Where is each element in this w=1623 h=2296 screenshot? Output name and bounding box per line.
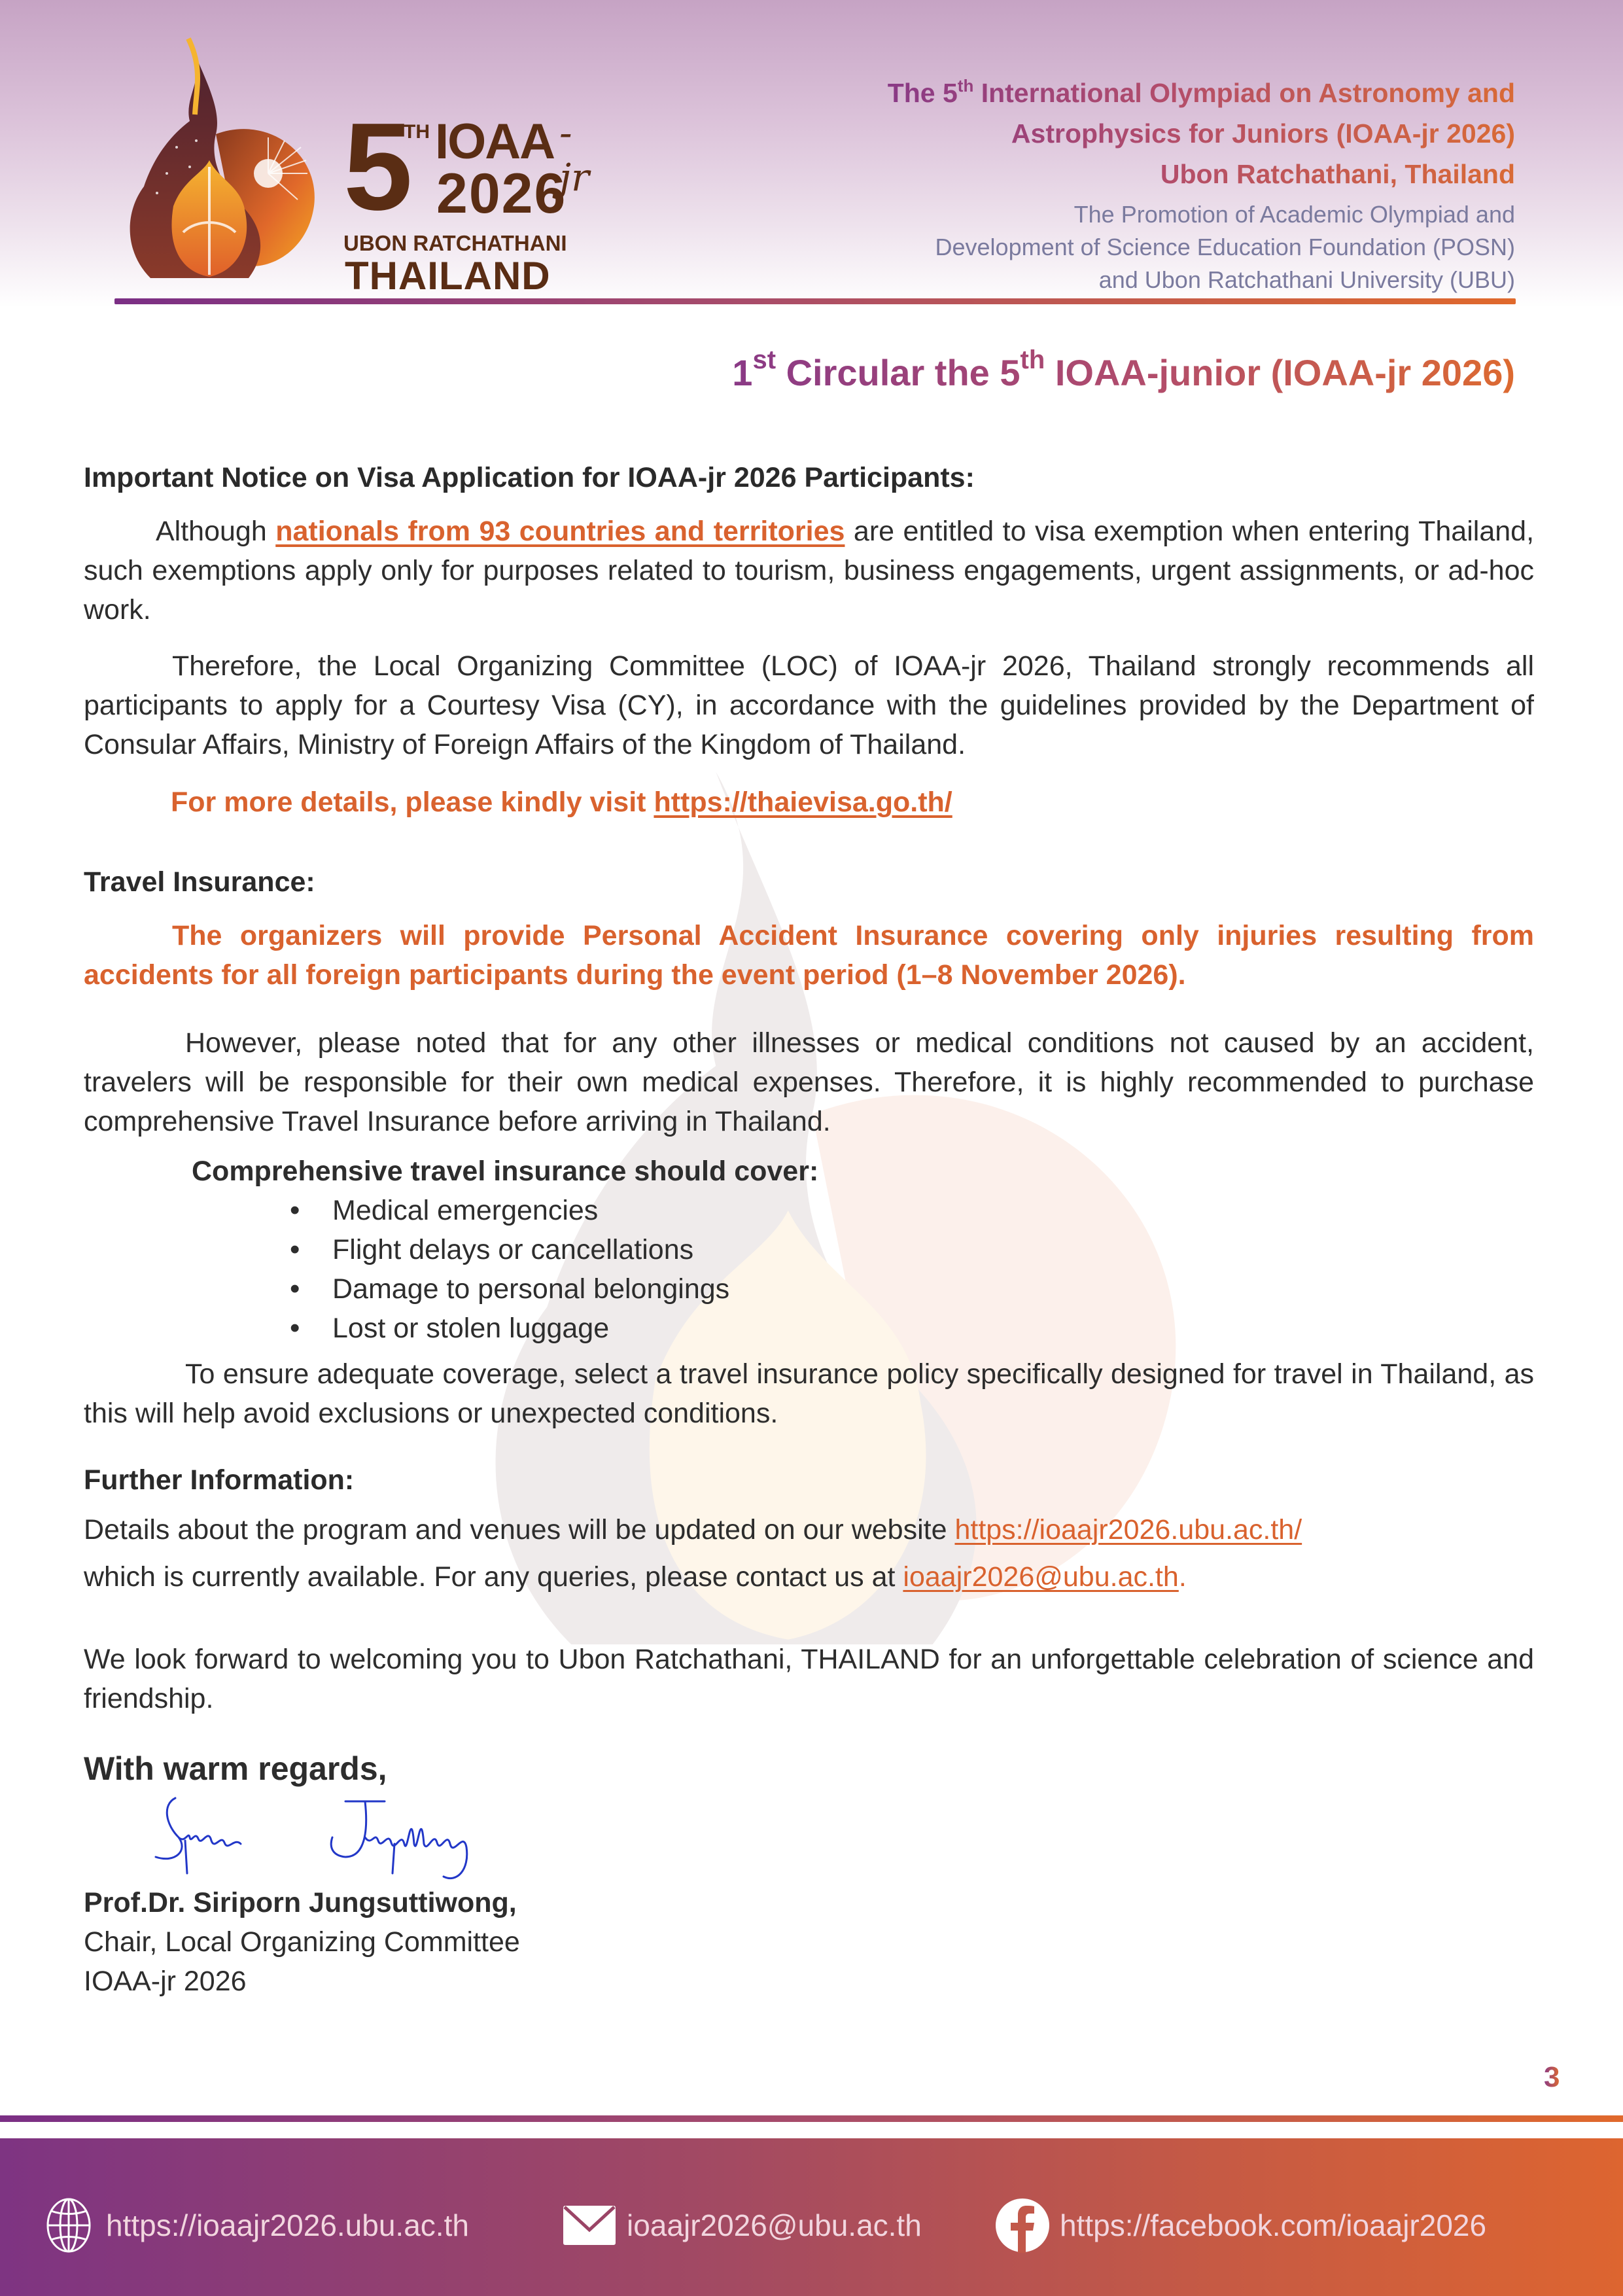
header-divider [114, 298, 1516, 304]
thaievisa-link[interactable]: https://thaievisa.go.th/ [654, 786, 952, 818]
logo-year: 2026 [436, 162, 567, 225]
organizer-line: and Ubon Ratchathani University (UBU) [1098, 266, 1515, 293]
organizer-line: The Promotion of Academic Olympiad and [1073, 201, 1515, 228]
email-link[interactable]: ioaajr2026@ubu.ac.th [903, 1561, 1179, 1593]
further-info-text: Details about the program and venues will be updated on our website https://ioaajr2026.ubu.ac.th/ which is currently available. For any queries, please contact us at ioaajr2026@ubu.ac.th. [84, 1514, 1302, 1593]
coverage-item: • Medical emergencies [332, 1191, 1534, 1230]
coverage-item: • Damage to personal belongings [332, 1269, 1534, 1309]
signer-organization: IOAA-jr 2026 [84, 1966, 247, 1997]
insurance-paragraph-2: To ensure adequate coverage, select a travel insurance policy specifically designed for travel in Thailand, as this will help avoid exclusions or unexpected conditions. [84, 1358, 1534, 1429]
letter-body [84, 458, 1534, 2001]
visa-heading: Important Notice on Visa Application for IOAA-jr 2026 Participants: [84, 462, 975, 493]
logo-junior-mark: -jr [559, 111, 589, 200]
footer-bar [0, 2138, 1623, 2296]
coverage-item: • Lost or stolen luggage [332, 1309, 1534, 1348]
visa-paragraph-1: Although nationals from 93 countries and territories are entitled to visa exemption when entering Thailand, such exemptions apply only for purposes related to tourism, business engagements, urgent assignments, or ad-hoc work. [84, 516, 1535, 626]
logo-city: UBON RATCHATHANI [343, 231, 567, 255]
handwritten-signature-icon [149, 1792, 620, 1890]
globe-icon [41, 2197, 97, 2253]
envelope-icon [561, 2197, 618, 2253]
footer-email-text: ioaajr2026@ubu.ac.th [627, 2208, 922, 2242]
footer-email-link[interactable] [561, 2197, 922, 2253]
visa-paragraph-2: Therefore, the Local Organizing Committee (LOC) of IOAA-jr 2026, Thailand strongly recommends all participants to apply for a Courtesy Visa (CY), in accordance with the guidelines provided by the Department of Consular Affairs, Ministry of Foreign Affairs of the Kingdom of Thailand. [84, 650, 1534, 760]
coverage-list-heading: Comprehensive travel insurance should cover: [192, 1156, 819, 1187]
further-info-heading: Further Information: [84, 1464, 355, 1496]
event-title-line-1: The 5th International Olympiad on Astronomy and [888, 65, 1515, 113]
event-location: Ubon Ratchathani, Thailand [888, 154, 1515, 194]
coverage-list [84, 1191, 1534, 1348]
visa-more-details: For more details, please kindly visit https://thaievisa.go.th/ [171, 786, 952, 818]
event-title-line-2: Astrophysics for Juniors (IOAA-jr 2026) [888, 113, 1515, 154]
signer-role: Chair, Local Organizing Committee [84, 1926, 520, 1958]
visa-exemption-link[interactable]: nationals from 93 countries and territories [275, 516, 845, 547]
organizers [888, 198, 1515, 296]
footer-divider [0, 2115, 1623, 2122]
closing-text: We look forward to welcoming you to Ubon Ratchathani, THAILAND for an unforgettable celebration of science and friendship. [84, 1644, 1534, 1714]
logo-country: THAILAND [345, 254, 551, 298]
header-titles [888, 65, 1515, 296]
event-logo [111, 36, 589, 298]
footer-facebook-link[interactable] [994, 2197, 1486, 2253]
page-number: 3 [1544, 2061, 1560, 2093]
logo-acronym: IOAA [435, 114, 554, 169]
footer-facebook-text: https://facebook.com/ioaajr2026 [1060, 2208, 1487, 2242]
insurance-paragraph-1: However, please noted that for any other illnesses or medical conditions not caused by an accident, travelers will be responsible for their own medical expenses. Therefore, it is highly recommended to purchase comprehensive Travel Insurance before arriving in Thailand. [84, 1027, 1534, 1137]
footer-website-link[interactable] [41, 2197, 469, 2253]
facebook-icon [994, 2197, 1051, 2253]
circular-title: 1st Circular the 5th IOAA-junior (IOAA-jr 2026) [732, 334, 1515, 399]
footer-website-text: https://ioaajr2026.ubu.ac.th [106, 2208, 469, 2242]
organizer-line: Development of Science Education Foundation (POSN) [935, 234, 1515, 260]
insurance-highlight: The organizers will provide Personal Accident Insurance covering only injuries resulting from accidents for all foreign participants during the event period (1–8 November 2026). [84, 920, 1534, 991]
coverage-item: • Flight delays or cancellations [332, 1230, 1534, 1269]
logo-number: 5 [343, 97, 410, 236]
closing-regards: With warm regards, [84, 1750, 387, 1787]
logo-ordinal: TH [404, 121, 430, 143]
signature [84, 1792, 1534, 1883]
insurance-heading: Travel Insurance: [84, 866, 315, 898]
flame-lotus-emblem-icon [111, 36, 327, 285]
website-link[interactable]: https://ioaajr2026.ubu.ac.th/ [954, 1514, 1302, 1545]
signer-name: Prof.Dr. Siriporn Jungsuttiwong, [84, 1887, 517, 1918]
